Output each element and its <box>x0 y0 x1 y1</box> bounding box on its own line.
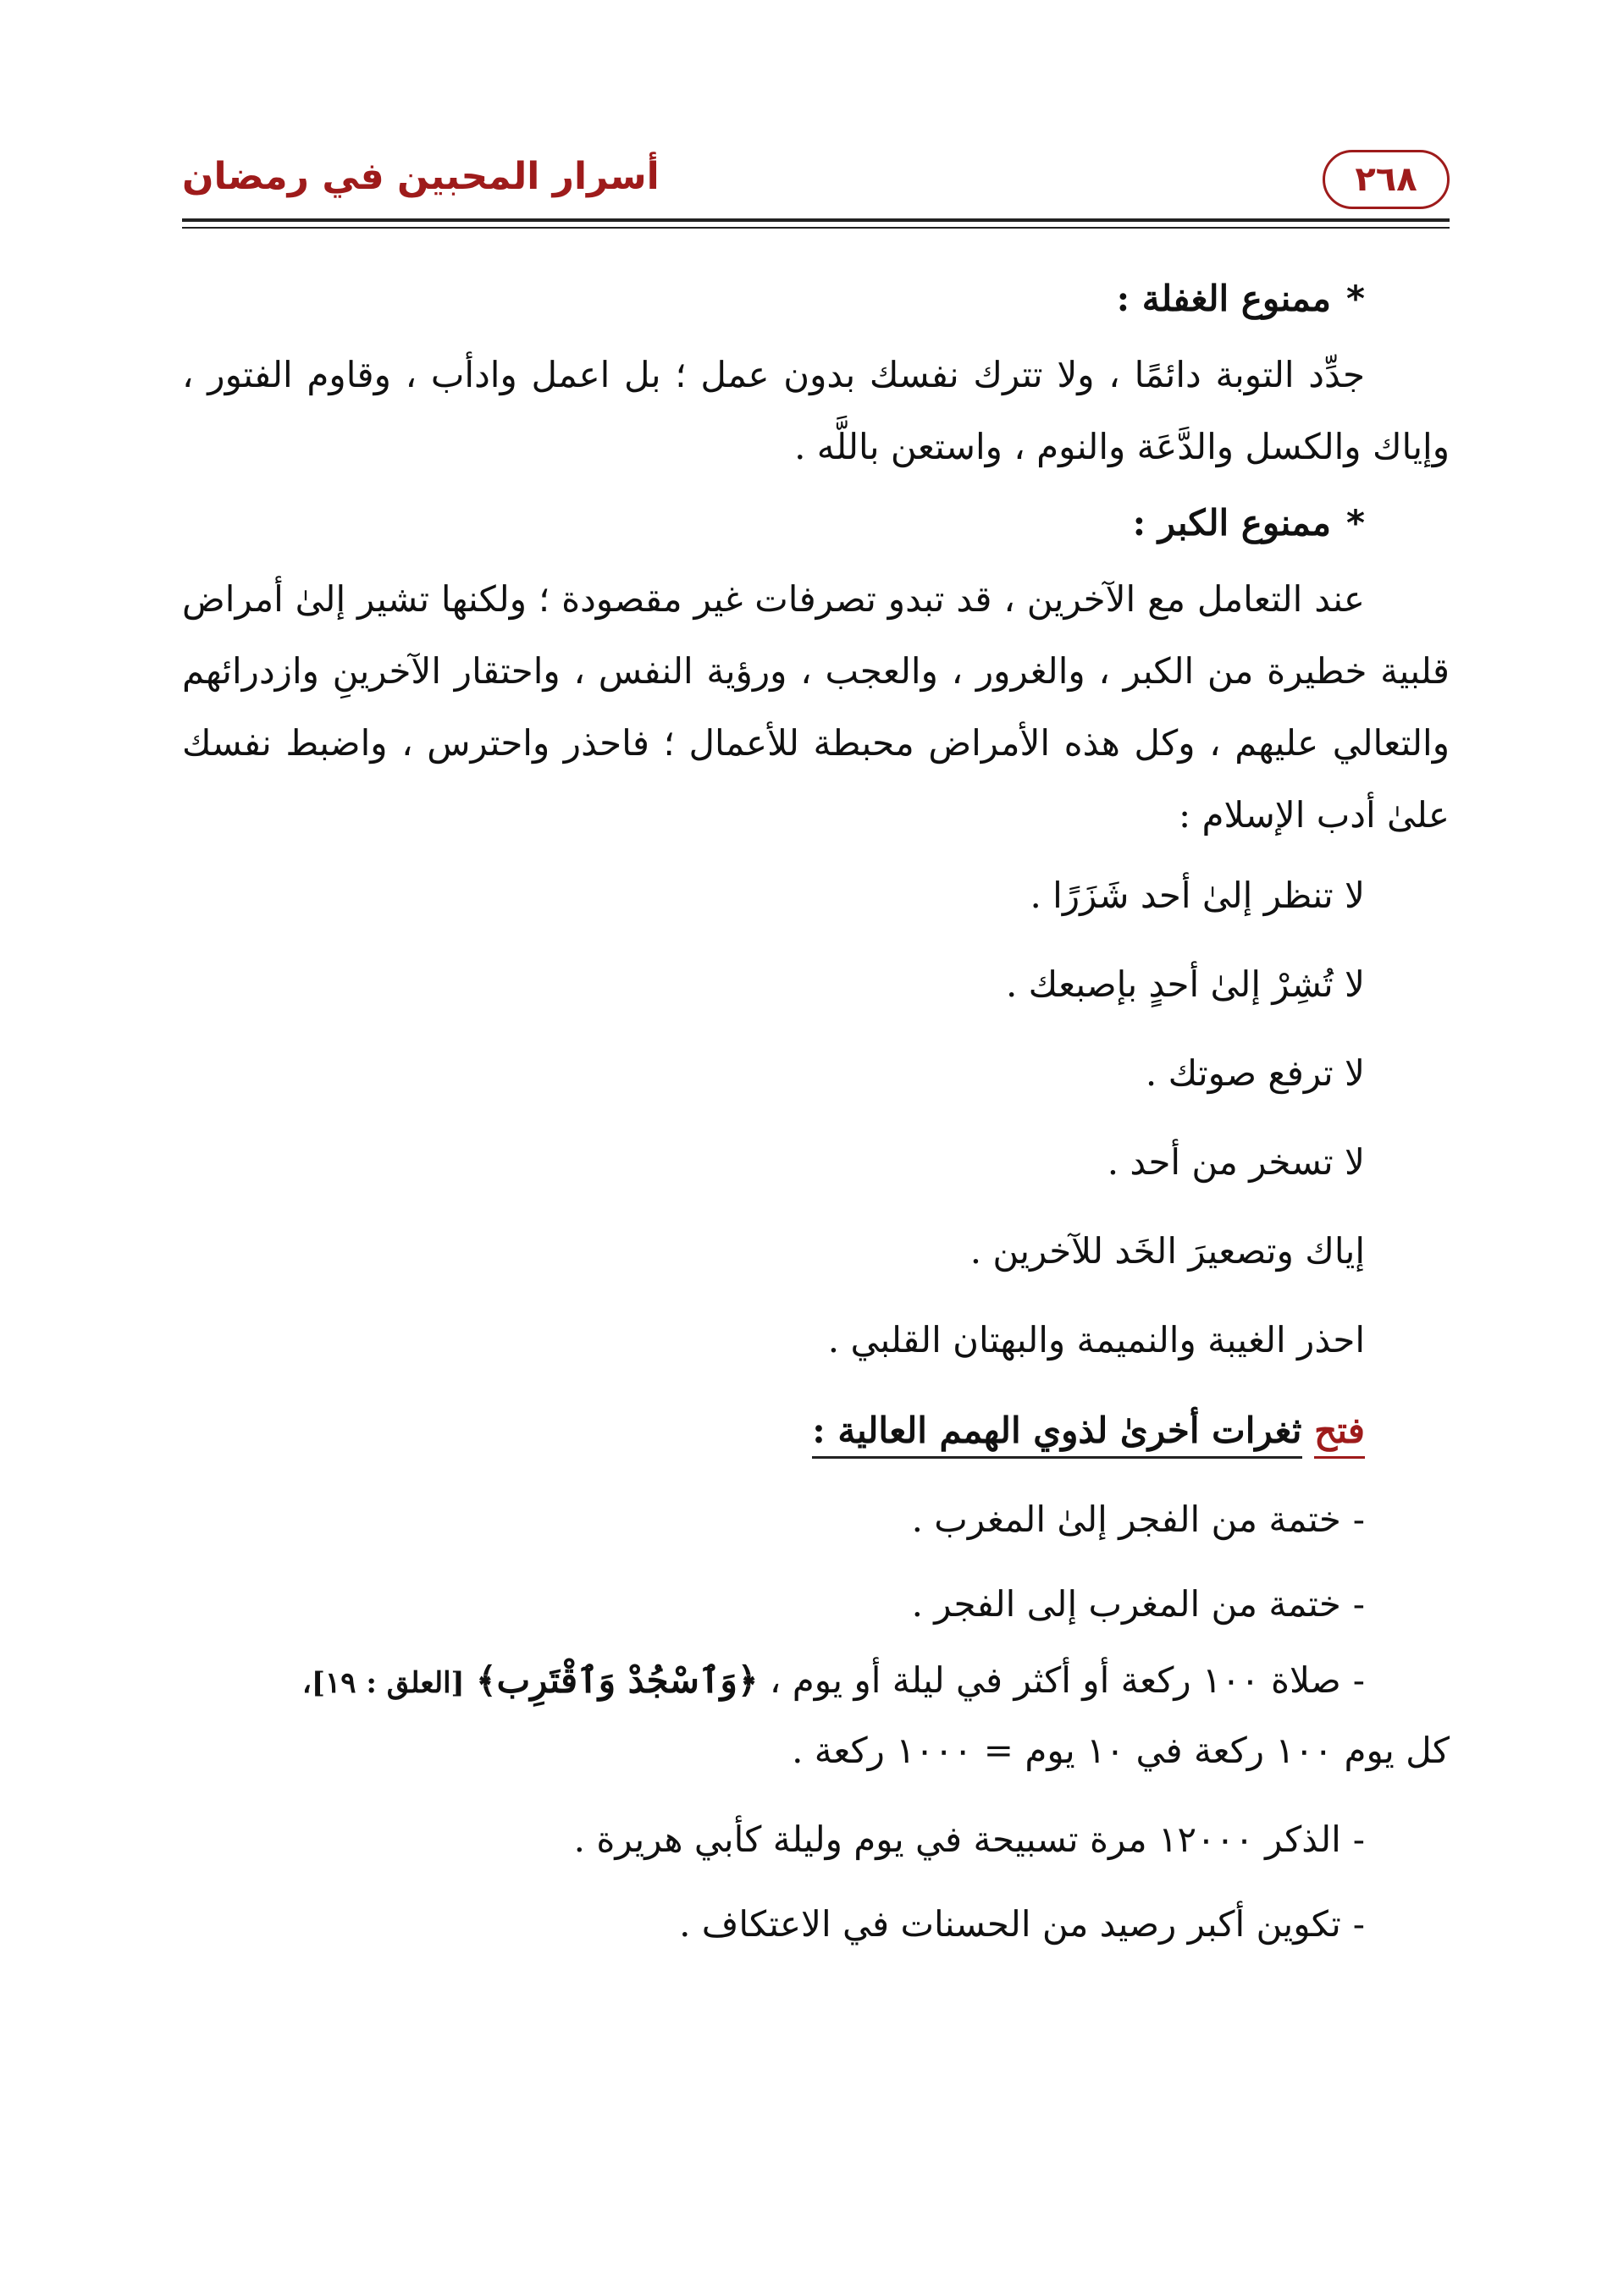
list-item-text: الذكر ١٢٠٠٠ مرة تسبيحة في يوم وليلة كأبي هريرة . <box>573 1819 1341 1860</box>
section-heading-arrogance <box>182 483 1450 563</box>
title-highlight-word: فتح <box>1314 1410 1365 1459</box>
rule-item: لا تسخر من أحد . <box>1107 1141 1365 1183</box>
heading-text: ممنوع الغفلة : <box>1116 278 1332 319</box>
header-rule-thin <box>182 227 1450 229</box>
list-item <box>182 1477 1450 1562</box>
list-item-text: تكوين أكبر رصيد من الحسنات في الاعتكاف . <box>679 1903 1341 1945</box>
star-icon: * <box>1346 502 1365 544</box>
section-title-opportunities <box>182 1384 1450 1477</box>
page-number: ٢٦٨ <box>1355 160 1417 199</box>
rule-item: احذر الغيبة والنميمة والبهتان القلبي . <box>827 1319 1365 1360</box>
list-item <box>182 1882 1450 1967</box>
list-item-text: ختمة من المغرب إلى الفجر . <box>911 1583 1341 1625</box>
paragraph-arrogance: عند التعامل مع الآخرين ، قد تبدو تصرفات غير مقصودة ؛ ولكنها تشير إلىٰ أمراض قلبية خطيرة من الكبر ، والغرور ، والعجب ، ورؤية النفس ، واحتقار الآخرينِ وازدرائهم والتعالي عليهم ، وكل هذه الأمراض محبطة للأعمال ؛ فاحذر واحترس ، واضبط نفسك علىٰ أدب الإسلام : <box>182 578 1450 836</box>
heading-text: ممنوع الكبر : <box>1132 502 1332 544</box>
verse-reference: [العلق : ١٩]، <box>301 1666 465 1700</box>
page-content <box>182 258 1450 1967</box>
list-item <box>182 1562 1450 1647</box>
rule-item: إياك وتصعيرَ الخَد للآخرين . <box>969 1230 1365 1272</box>
list-item-prayer <box>182 1647 1450 1717</box>
section-heading-heedlessness <box>182 258 1450 339</box>
dash-marker: - <box>1352 1903 1365 1945</box>
dash-marker: - <box>1352 1659 1365 1701</box>
quran-verse: ﴿وَٱسْجُدْ وَٱقْتَرِب﴾ <box>476 1659 759 1701</box>
rule-item: لا ترفع صوتك . <box>1145 1052 1365 1094</box>
book-title: أسرار المحبين في رمضان <box>182 155 660 198</box>
rule-item: لا تُشِرْ إلىٰ أحدٍ بإصبعك . <box>1005 963 1365 1005</box>
dash-marker: - <box>1352 1498 1365 1540</box>
page-number-badge <box>1323 150 1450 209</box>
header-rule-thick <box>182 218 1450 222</box>
list-item <box>182 1797 1450 1882</box>
dash-marker: - <box>1352 1583 1365 1625</box>
prayer-text: صلاة ١٠٠ ركعة أو أكثر في ليلة أو يوم ، <box>769 1659 1341 1701</box>
dash-marker: - <box>1352 1819 1365 1860</box>
list-item-text: ختمة من الفجر إلىٰ المغرب . <box>911 1498 1341 1540</box>
page-header <box>182 140 1450 216</box>
star-icon: * <box>1346 278 1365 319</box>
title-rest: ثغرات أخرىٰ لذوي الهمم العالية : <box>812 1410 1301 1459</box>
paragraph-heedlessness: جدِّد التوبة دائمًا ، ولا تترك نفسك بدون عمل ؛ بل اعمل وادأب ، وقاوم الفتور ، وإياك والكسل والدَّعَة والنوم ، واستعن باللَّه . <box>182 354 1450 467</box>
prayer-continuation: كل يوم ١٠٠ ركعة في ١٠ يوم = ١٠٠٠ ركعة . <box>792 1730 1450 1771</box>
rule-item: لا تنظر إلىٰ أحد شَزَرًا . <box>1030 875 1365 916</box>
